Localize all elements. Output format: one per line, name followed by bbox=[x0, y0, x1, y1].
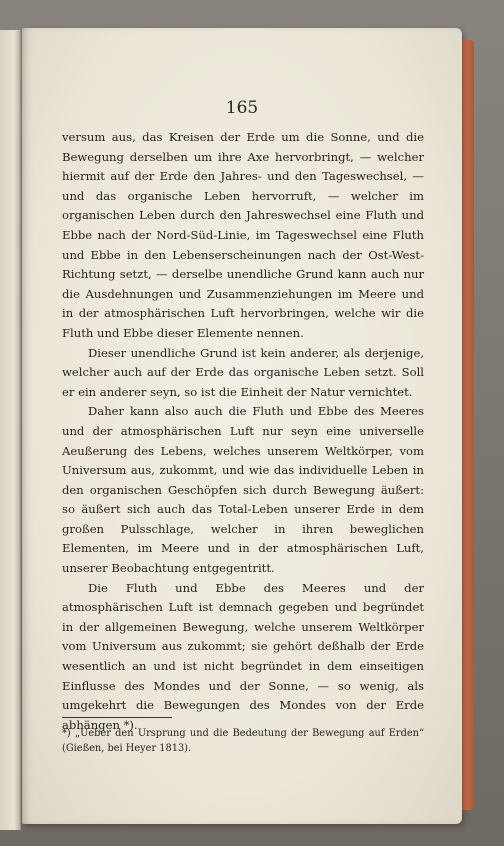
paragraph: Die Fluth und Ebbe des Meeres und der atmosphärischen Luft ist demnach gegeben und begründet in der allgemeinen Bewegung, welche unserem Weltkörper vom Universum aus zukommt; sie gehört deßhalb der Erde wesentlich an und ist nicht begründet in dem einseitigen Einflusse des Mondes und der Sonne, — so wenig, als umgekehrt die Bewegungen des Mondes von der Erde abhängen *). bbox=[62, 580, 424, 732]
page-number: 165 bbox=[225, 98, 259, 118]
book-page bbox=[22, 28, 462, 824]
left-page-edge bbox=[0, 30, 21, 830]
paragraph: versum aus, das Kreisen der Erde um die Sonne, und die Bewegung derselben um ihre Axe hervorbringt, — welcher hiermit auf der Erde den Jahres- und den Tageswechsel, — und das organische Leben hervorruft, — welcher im organischen Leben durch den Jahreswechsel eine Fluth und Ebbe nach der Nord-Süd-Linie, im Tageswechsel eine Fluth und Ebbe in den Lebenserscheinungen nach der Ost-West-Richtung setzt, — derselbe unendliche Grund kann auch nur die Ausdehnungen und Zusammenziehungen im Meere und in der atmosphärischen Luft hervorbringen, welche wir die Fluth und Ebbe dieser Elemente nennen. bbox=[62, 130, 424, 340]
paragraph: Daher kann also auch die Fluth und Ebbe des Meeres und der atmosphärischen Luft nur seyn eine universelle Aeußerung des Lebens, welches unserem Weltkörper, vom Universum aus, zukommt, und wie das individuelle Leben in den organischen Geschöpfen sich durch Bewegung äußert: so äußert sich auch das Total-Leben unserer Erde in dem großen Pulsschlage, welcher in ihren beweglichen Elementen, im Meere und in der atmosphärischen Luft, unserer Beobachtung entgegentritt. bbox=[62, 404, 424, 576]
footnote-divider bbox=[62, 717, 172, 718]
body-text bbox=[62, 128, 424, 735]
paragraph: Dieser unendliche Grund ist kein anderer, als derjenige, welcher auch auf der Erde das organische Leben setzt. Soll er ein anderer seyn, so ist die Einheit der Natur vernichtet. bbox=[62, 345, 424, 399]
footnote: *) „Ueber den Ursprung und die Bedeutung der Bewegung auf Erden“ (Gießen, bei Heyer 1813). bbox=[62, 728, 424, 754]
